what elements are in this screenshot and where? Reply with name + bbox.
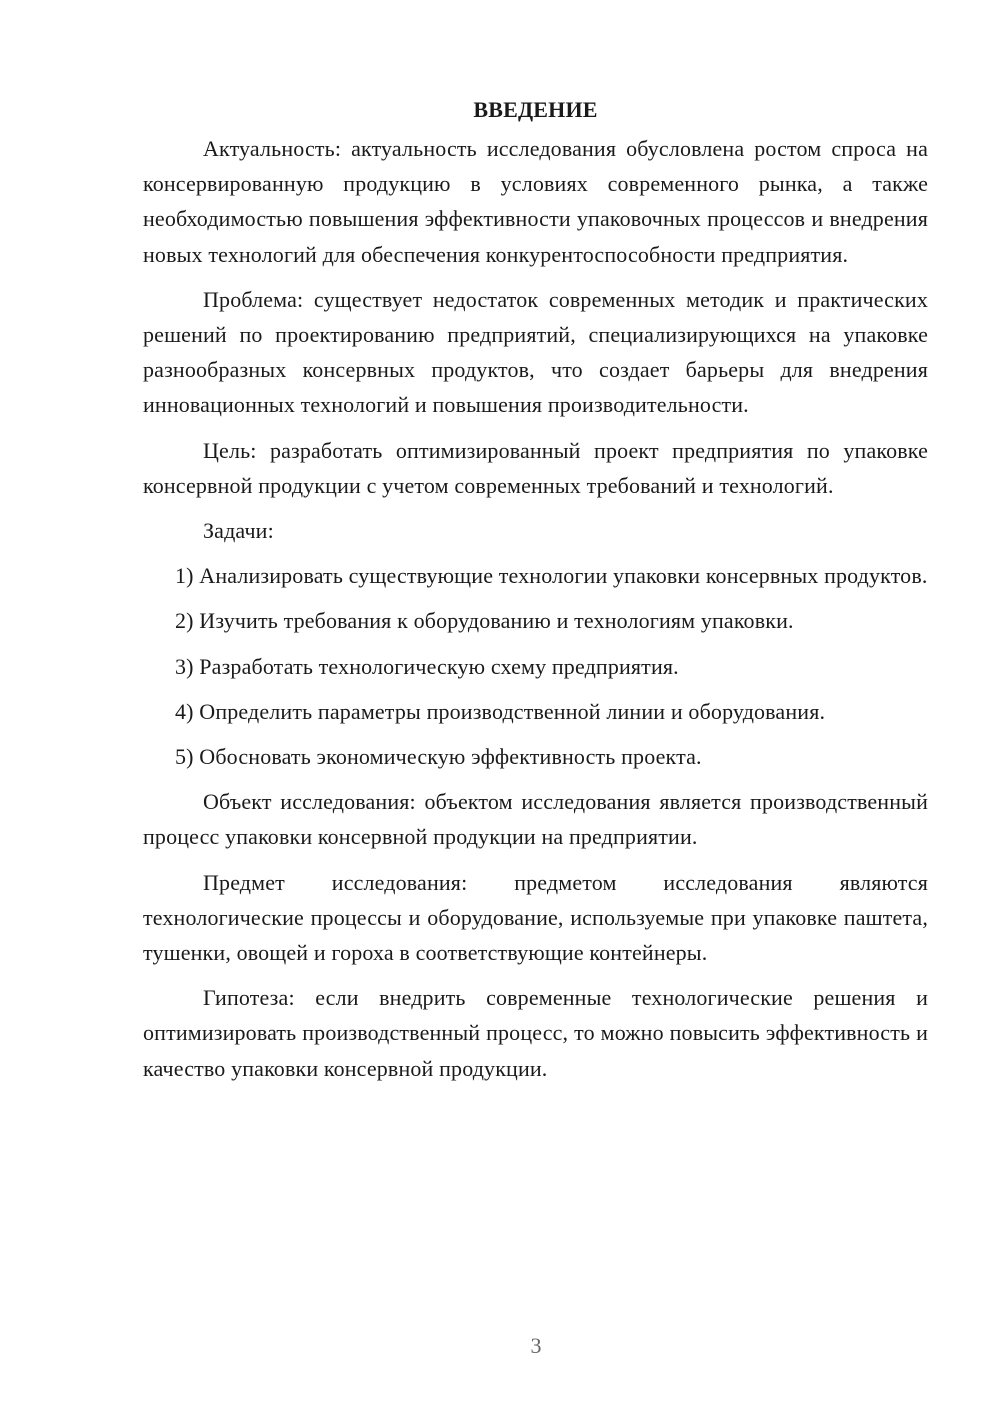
- tasks-label: Задачи:: [203, 518, 274, 544]
- page-number: 3: [530, 1333, 542, 1358]
- hypothesis-paragraph: Гипотеза: если внедрить современные технологические решения и оптимизировать производственный процесс, то можно повысить эффективность и качество упаковки консервной продукции.: [143, 985, 928, 1081]
- goal-paragraph: Цель: разработать оптимизированный проект предприятия по упаковке консервной продукции с учетом современных требований и технологий.: [143, 437, 928, 498]
- task-item-3: 3) Разработать технологическую схему предприятия.: [175, 653, 679, 679]
- task-item-5: 5) Обосновать экономическую эффективность проекта.: [175, 744, 702, 770]
- task-item-2: 2) Изучить требования к оборудованию и технологиям упаковки.: [175, 608, 794, 634]
- task-item-4: 4) Определить параметры производственной линии и оборудования.: [175, 698, 826, 724]
- document-body: [143, 92, 928, 1096]
- problem-paragraph: Проблема: существует недостаток современных методик и практических решений по проектированию предприятий, специализирующихся на упаковке разнообразных консервных продуктов, что создает барьеры для внедрения инновационных технологий и повышения производительности.: [143, 286, 928, 418]
- object-paragraph: Объект исследования: объектом исследования является производственный процесс упаковки консервной продукции на предприятии.: [143, 789, 928, 850]
- subject-paragraph: Предмет исследования: предметом исследования являются технологические процессы и оборудование, используемые при упаковке паштета, тушенки, овощей и гороха в соответствующие контейнеры.: [143, 869, 928, 966]
- task-item-1: 1) Анализировать существующие технологии упаковки консервных продуктов.: [175, 563, 928, 589]
- section-heading: ВВЕДЕНИЕ: [473, 97, 598, 122]
- relevance-paragraph: Актуальность: актуальность исследования обусловлена ростом спроса на консервированную продукцию в условиях современного рынка, а также необходимостью повышения эффективности упаковочных процессов и внедрения новых технологий для обеспечения конкурентоспособности предприятия.: [143, 136, 928, 267]
